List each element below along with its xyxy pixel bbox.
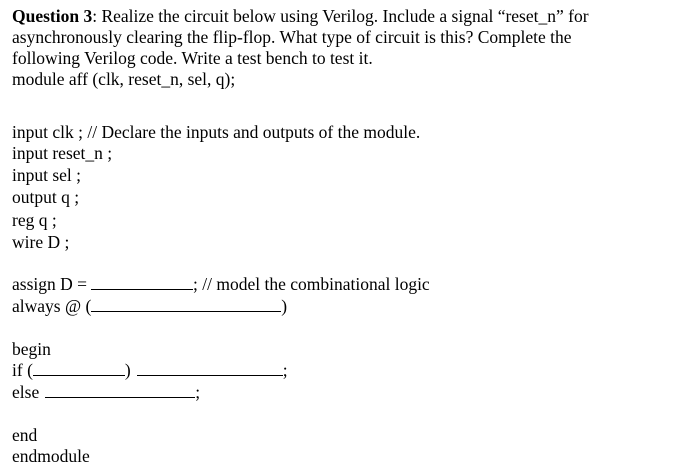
code-line-endmodule: endmodule <box>12 446 90 466</box>
if-statement-blank[interactable] <box>137 360 283 376</box>
question-line-1: Question 3: Realize the circuit below using Verilog. Include a signal “reset_n” for <box>12 6 589 26</box>
else-blank[interactable] <box>45 382 195 398</box>
if-condition-blank[interactable] <box>33 360 125 376</box>
code-line-if: if ( ) ; <box>12 360 288 380</box>
code-line-begin: begin <box>12 339 51 359</box>
question-text <box>12 6 676 90</box>
code-line-input-clk: input clk ; // Declare the inputs and outputs of the module. <box>12 122 421 142</box>
always-blank[interactable] <box>91 296 281 312</box>
module-declaration: module aff (clk, reset_n, sel, q); <box>12 69 236 89</box>
code-line-assign: assign D = ; // model the combinational logic <box>12 274 430 294</box>
question-line-2: asynchronously clearing the flip-flop. What type of circuit is this? Complete the <box>12 27 572 47</box>
code-line-wire-d: wire D ; <box>12 232 70 252</box>
code-line-end: end <box>12 425 38 445</box>
question-line-3: following Verilog code. Write a test bench to test it. <box>12 48 373 68</box>
assign-blank[interactable] <box>91 274 193 290</box>
code-line-else: else ; <box>12 382 201 402</box>
code-line-always: always @ ( ) <box>12 296 288 316</box>
question-page <box>12 6 676 466</box>
code-line-output-q: output q ; <box>12 187 80 207</box>
question-number: Question 3 <box>12 6 93 26</box>
code-line-input-sel: input sel ; <box>12 165 82 185</box>
code-line-reg-q: reg q ; <box>12 210 57 230</box>
code-line-input-reset: input reset_n ; <box>12 143 113 163</box>
